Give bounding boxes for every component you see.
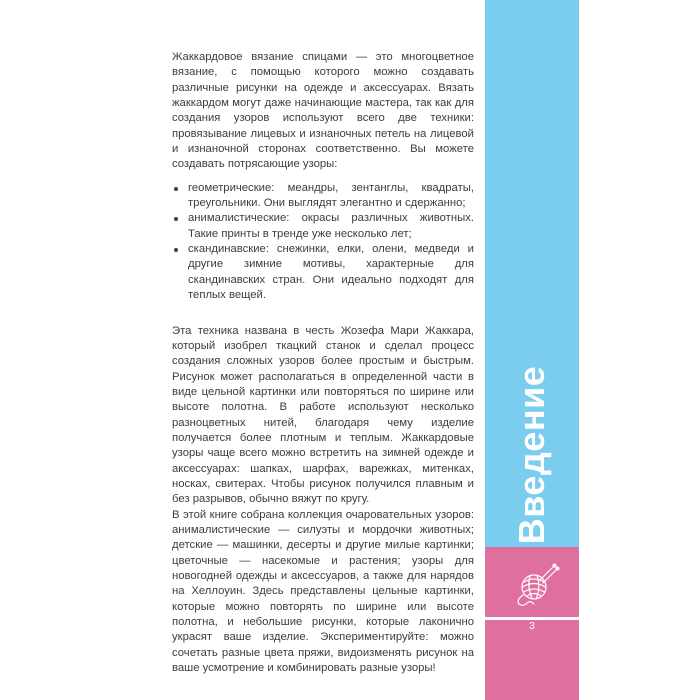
sidebar-pink-footer: [485, 620, 579, 700]
yarn-ball-icon: [510, 560, 562, 610]
list-item: геометрические: меандры, зентанглы, квадраты, треугольники. Они выглядят элегантно и сдержанно;: [172, 181, 474, 212]
collection-paragraph: В этой книге собрана коллекция очаровательных узоров: анималистические — силуэты и мордочки животных; детские — машинки, десерты и другие милые картинки; цветочные — насекомые и растения; узоры для новогодней одежды и аксессуаров, а также для нарядов на Хеллоуин. Здесь представлены цельные картинки, которые можно повторять по ширине или высоте полотна, и небольшие рисунки, которые лаконично украсят ваше изделие. Экспериментируйте: можно сочетать разные цвета пряжи, видоизменять рисунок на ваше усмотрение и комбинировать разные узоры!: [172, 508, 474, 675]
list-item: скандинавские: снежинки, елки, олени, медведи и другие зимние мотивы, характерные для скандинавских стран. Они идеально подходят для теплых вещей.: [172, 242, 474, 303]
main-text: [172, 50, 474, 676]
section-title: Введение: [511, 365, 552, 545]
pattern-list: [172, 181, 474, 304]
page-number: 3: [529, 621, 535, 632]
list-item: анималистические: окрасы различных животных. Такие принты в тренде уже несколько лет;: [172, 211, 474, 242]
intro-paragraph: Жаккардовое вязание спицами — это многоцветное вязание, с помощью которого можно создавать различные рисунки на одежде и аксессуарах. Вязать жаккардом могут даже начинающие мастера, так как для создания узоров используют всего две техники: провязывание лицевых и изнаночных петель на лицевой и изнаночной сторонах соответственно. Вы можете создавать потрясающие узоры:: [172, 51, 474, 171]
history-paragraph: Эта техника названа в честь Жозефа Мари Жаккара, который изобрел ткацкий станок и сделал процесс создания сложных узоров более простым и быстрым. Рисунок может располагаться в определенной части в виде цельной картинки или повторяться по ширине или высоте полотна. В работе используют несколько разноцветных нитей, благодаря чему изделие получается более плотным и теплым. Жаккардовые узоры чаще всего можно встретить на зимней одежде и аксессуарах: шапках, шарфах, варежках, митенках, носках, свитерах. Чтобы рисунок получился плавным и без разрывов, обычно вяжут по кругу.: [172, 324, 474, 506]
